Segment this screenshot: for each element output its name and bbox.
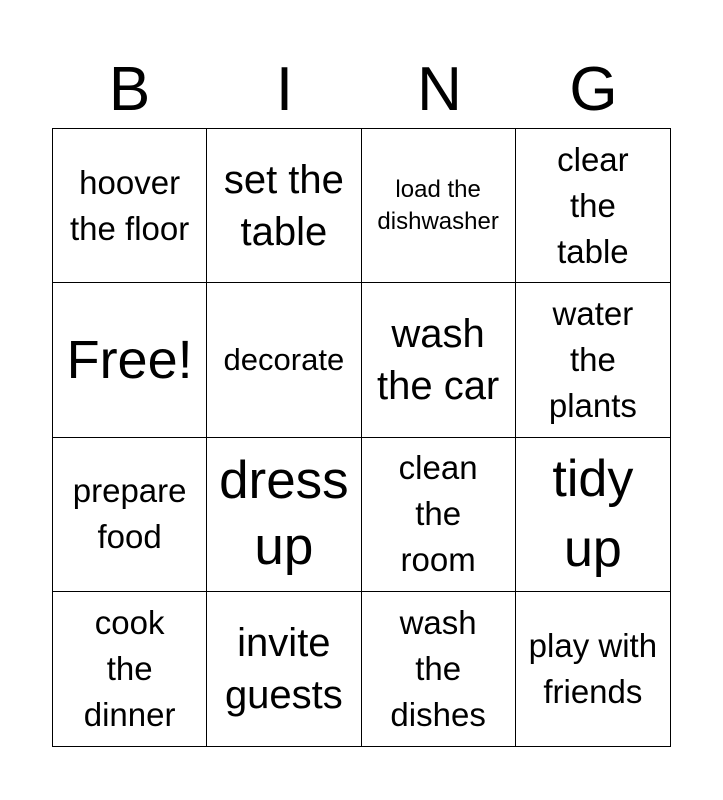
bingo-cell[interactable]: dress up	[207, 438, 361, 592]
header-letter-i: I	[275, 55, 294, 124]
bingo-cell[interactable]: invite guests	[207, 592, 361, 746]
bingo-cell[interactable]: decorate	[207, 283, 361, 437]
bingo-cell[interactable]: water the plants	[516, 283, 670, 437]
bingo-cell[interactable]: load the dishwasher	[362, 129, 516, 283]
header-letter-b: B	[108, 55, 151, 124]
bingo-cell[interactable]: hoover the floor	[53, 129, 207, 283]
bingo-cell[interactable]: clean the room	[362, 438, 516, 592]
bingo-cell[interactable]: wash the car	[362, 283, 516, 437]
free-space-cell[interactable]: Free!	[53, 283, 207, 437]
header-letter-g: G	[569, 55, 618, 124]
bingo-header	[52, 52, 671, 122]
bingo-cell[interactable]: prepare food	[53, 438, 207, 592]
bingo-card-grid	[52, 128, 671, 747]
bingo-cell[interactable]: play with friends	[528, 626, 658, 710]
bingo-cell[interactable]: set the table	[207, 129, 361, 283]
header-letter-n: N	[417, 55, 462, 124]
bingo-cell[interactable]: tidy up	[516, 438, 670, 592]
bingo-cell[interactable]: cook the dinner	[53, 592, 207, 746]
bingo-cell[interactable]: clear the table	[516, 129, 670, 283]
bingo-cell[interactable]: wash the dishes	[362, 592, 516, 746]
